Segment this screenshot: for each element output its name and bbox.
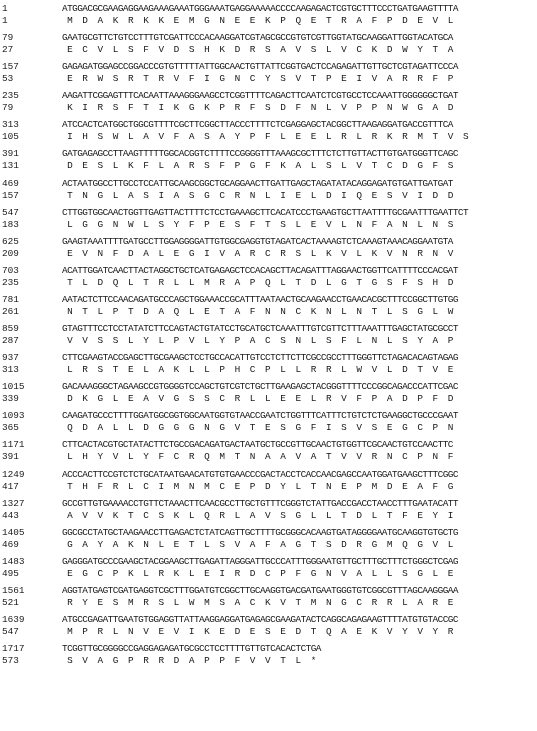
nucleotide-position: 1405 (2, 526, 25, 538)
amino-acid-sequence: S V A G P R R D A P P F V V T L * (62, 655, 316, 667)
nucleotide-sequence: GAGAGATGGAGCCGGACCCGTGTTTTTATTGGCAACTGTTATTCGGTGACTCCAGAGATTGTTGCTCGTAGATTCCCA (62, 61, 458, 73)
nt-row (0, 61, 537, 73)
nucleotide-position: 79 (2, 32, 14, 44)
amino-acid-position: 105 (2, 131, 19, 143)
amino-acid-position: 313 (2, 364, 19, 376)
amino-acid-position: 261 (2, 305, 19, 317)
sequence-block (0, 236, 537, 265)
aa-row (0, 335, 537, 347)
nucleotide-position: 235 (2, 90, 19, 102)
amino-acid-position: 131 (2, 160, 19, 172)
nucleotide-position: 1093 (2, 410, 25, 422)
aa-row (0, 364, 537, 376)
amino-acid-position: 287 (2, 335, 19, 347)
aa-row (0, 277, 537, 289)
nucleotide-sequence: GACAAAGGGCTAGAAGCCGTGGGGTCCAGCTGTCGTCTGCTTGAAGAGCTACGGGTTTTCCCGGCAGACCCATTCGAC (62, 381, 458, 393)
sequence-block (0, 3, 537, 32)
nucleotide-sequence: GCCGTTGTGAAAACCTGTTCTAAACTTCAACGCCTTGCTGTTTCGGGTCTATTGACCGACCTAACCTTTGAATACATT (62, 497, 458, 509)
nucleotide-sequence: ATGGACGCGAAGAGGAAGAAAGAAATGGGAAATGAGGAAAAACCCCAAGAGACTCGTGCTTTCCCTGATGAAGTTTTA (62, 3, 458, 14)
nucleotide-position: 1639 (2, 613, 25, 625)
nucleotide-sequence: CTTCACTACGTGCTATACTTCTGCCGACAGATGACTAATGCTGCCGTTGCAACTGTGGTTCGCAACTGTCCAACTTC (62, 439, 453, 451)
aa-row (0, 73, 537, 85)
sequence-block (0, 381, 537, 410)
amino-acid-sequence: L R S T E L A K L L P H C P L L R R L W V L D T V E (62, 364, 453, 376)
sequence-block (0, 643, 537, 672)
aa-row (0, 481, 537, 493)
aa-row (0, 190, 537, 202)
sequence-block (0, 614, 537, 643)
nt-row (0, 381, 537, 393)
amino-acid-sequence: G A Y A K N L E T L S V A F A G T S D R G M Q G V L (62, 538, 453, 550)
nt-row (0, 352, 537, 364)
nucleotide-sequence: CTTCGAAGTACCGAGCTTGCGAAGCTCCTGCCACATTGTCCTCTTCTTCGCCGCCTTTGGGTTCTAGACACAGTAGAG (62, 352, 458, 364)
aa-row (0, 102, 537, 114)
amino-acid-position: 339 (2, 393, 19, 405)
amino-acid-position: 79 (2, 102, 14, 114)
nucleotide-sequence: ACCCACTTCCGTCTCTGCATAATGAACATGTGTGAACCCGACTACCTCACCAACGAGCCAATGGATGAAGCTTTCGGC (62, 468, 458, 480)
sequence-block (0, 265, 537, 294)
nt-row (0, 32, 537, 44)
nucleotide-sequence: GAATGCGTTCTGTCCTTTGTCGATTCCCACAAGGATCGTAGCGCCGTGTCGTTGGTATGCAAGGATTGGTACATGCA (62, 32, 453, 44)
amino-acid-sequence: N T L P T D A Q L E T A F N N C K N L N T L S G L W (62, 305, 453, 317)
nt-row (0, 236, 537, 248)
nucleotide-position: 1327 (2, 497, 25, 509)
aa-row (0, 248, 537, 260)
nucleotide-position: 547 (2, 206, 19, 218)
amino-acid-sequence: D E S L K F L A R S F P G F K A L S L V T C D G F S (62, 160, 453, 172)
amino-acid-sequence: M P R L N V E V I K E D E S E D T Q A E K V Y V Y R (62, 625, 453, 637)
nucleotide-position: 391 (2, 148, 19, 160)
amino-acid-sequence: E V N F D A L E G I V A R C R S L K V L K V N R N V (62, 247, 453, 259)
nt-row (0, 643, 537, 655)
amino-acid-position: 469 (2, 538, 19, 550)
nt-row (0, 148, 537, 160)
aa-row (0, 393, 537, 405)
sequence-block (0, 410, 537, 439)
nucleotide-sequence: ATCCACTCATGGCTGGCGTTTTCGCTTCGGCTTACCCTTTTCTCGAGGAGCTACGGCTTAAGAGGATGACCGTTTCA (62, 119, 453, 131)
amino-acid-position: 365 (2, 422, 19, 434)
nt-row (0, 469, 537, 481)
amino-acid-sequence: R Y E S M R S L W M S A C K V T M N G C R R L A R E (62, 596, 453, 608)
amino-acid-sequence: T H F R L C I M N M C E P D Y L T N E P M D E A F G (62, 480, 453, 492)
amino-acid-sequence: Q D A L L D G G G N G V T E S G F I S V S E G C P N (62, 422, 453, 434)
amino-acid-position: 521 (2, 596, 19, 608)
nucleotide-position: 937 (2, 352, 19, 364)
sequence-block (0, 61, 537, 90)
amino-acid-sequence: D K G L E A V G S S C R L L E E L R V F P A D P F D (62, 393, 453, 405)
aa-row (0, 131, 537, 143)
amino-acid-sequence: E C V L S F V D S H K D R S A V S L V C K D W Y T A (62, 44, 453, 56)
aa-row (0, 568, 537, 580)
aa-row (0, 219, 537, 231)
amino-acid-sequence: E G C P K L R K L E I R D C P F G N V A L L S G L E (62, 567, 453, 579)
nucleotide-position: 703 (2, 264, 19, 276)
nt-row (0, 294, 537, 306)
aa-row (0, 44, 537, 56)
aa-row (0, 539, 537, 551)
nucleotide-position: 1483 (2, 555, 25, 567)
sequence-block (0, 498, 537, 527)
amino-acid-position: 417 (2, 480, 19, 492)
nucleotide-position: 1717 (2, 643, 25, 655)
nucleotide-sequence: GATGAGAGCCTTAAGTTTTTGGCACGGTCTTTTCCGGGGTTTAAAGCGCTTTCTCTTGTTACTTGTGATGGGTTCAGC (62, 148, 458, 160)
nucleotide-sequence: CAAGATGCCCTTTTGGATGGCGGTGGCAATGGTGTAACCGAATCTGGTTTCATTTCTGTCTCTGAAGGCTGCCCGAAT (62, 410, 458, 422)
nucleotide-position: 781 (2, 293, 19, 305)
sequence-block (0, 352, 537, 381)
nucleotide-sequence: CTTGGTGGCAACTGGTTGAGTTACTTTTCTCCTGAAAGCTTCACATCCCTGAAGTGCTTAATTTTGCGAATTTGAATTCT (62, 206, 469, 218)
amino-acid-sequence: M D A K R K K E M G N E E K P Q E T R A F P D E V L (62, 15, 453, 26)
nucleotide-sequence: GAAGTAAATTTTGATGCCTTGGAGGGGATTGTGGCGAGGTGTAGATCACTAAAAGTCTCAAAGTAAACAGGAATGTA (62, 235, 453, 247)
nt-row (0, 265, 537, 277)
sequence-block (0, 32, 537, 61)
amino-acid-position: 209 (2, 247, 19, 259)
sequence-document (0, 3, 537, 672)
sequence-block (0, 148, 537, 177)
sequence-block (0, 439, 537, 468)
amino-acid-sequence: L H Y V L Y F C R Q M T N A A V A T V V R N C P N F (62, 451, 453, 463)
nucleotide-sequence: AAGATTCGGAGTTTCACAATTAAAGGGAAGCCTCGGTTTTCAGACTTCAATCTCGTGCCTCCAAATTGGGGGGCTGAT (62, 90, 458, 102)
amino-acid-sequence: L G G N W L S Y F P E S F T S L E V L N F A N L N S (62, 218, 453, 230)
nucleotide-position: 1015 (2, 381, 25, 393)
amino-acid-position: 573 (2, 655, 19, 667)
aa-row (0, 160, 537, 172)
nucleotide-sequence: GAGGGATGCCCGAAGCTACGGAAGCTTGAGATTAGGGATTGCCCATTTGGGAATGTTGCTTTGCTTTCTGGGCTCGAG (62, 555, 458, 567)
nt-row (0, 119, 537, 131)
nucleotide-position: 313 (2, 119, 19, 131)
nt-row (0, 207, 537, 219)
amino-acid-position: 443 (2, 509, 19, 521)
sequence-block (0, 119, 537, 148)
nucleotide-sequence: TCGGTTGCGGGGCCGAGGAGAGATGCGCCTCCTTTTGTTGTCACACTCTGA (62, 643, 321, 655)
nucleotide-position: 1171 (2, 439, 25, 451)
amino-acid-position: 391 (2, 451, 19, 463)
nucleotide-sequence: ACTAATGGCCTTGCCTCCATTGCAAGCGGCTGCAGGAACTTGATTGAGCTAGATATACAGGAGATGTGATTGATGAT (62, 177, 453, 189)
amino-acid-sequence: T N G L A S I A S G C R N L I E L D I Q E S V I D D (62, 189, 453, 201)
aa-row (0, 597, 537, 609)
amino-acid-position: 1 (2, 15, 8, 26)
aa-row (0, 655, 537, 667)
sequence-block (0, 178, 537, 207)
nt-row (0, 178, 537, 190)
nt-row (0, 498, 537, 510)
sequence-block (0, 294, 537, 323)
amino-acid-position: 235 (2, 276, 19, 288)
aa-row (0, 306, 537, 318)
sequence-block (0, 469, 537, 498)
nt-row (0, 614, 537, 626)
nucleotide-position: 469 (2, 177, 19, 189)
sequence-block (0, 585, 537, 614)
amino-acid-position: 53 (2, 73, 14, 85)
amino-acid-position: 547 (2, 625, 19, 637)
aa-row (0, 451, 537, 463)
aa-row (0, 15, 537, 27)
nt-row (0, 410, 537, 422)
amino-acid-position: 157 (2, 189, 19, 201)
nt-row (0, 3, 537, 15)
nt-row (0, 585, 537, 597)
amino-acid-sequence: T L D Q L T R L L M R A P Q L T D L G T G S F S H D (62, 276, 453, 288)
nt-row (0, 527, 537, 539)
amino-acid-sequence: A V V K T C S K L Q R L A V S G L L T D L T F E Y I (62, 509, 453, 521)
amino-acid-sequence: I H S W L A V F A S A Y P F L E E L R L R K R M T V S (62, 131, 469, 143)
sequence-block (0, 527, 537, 556)
amino-acid-position: 183 (2, 218, 19, 230)
nt-row (0, 90, 537, 102)
nt-row (0, 439, 537, 451)
nucleotide-sequence: AATACTCTTCCAACAGATGCCCAGCTGGAAACCGCATTTAATAACTGCAAGAACCTGAACACGCTTTCCGGCTTGTGG (62, 293, 458, 305)
nt-row (0, 556, 537, 568)
sequence-block (0, 556, 537, 585)
amino-acid-sequence: V V S S L Y L P V L Y P A C S N L S F L N L S Y A P (62, 335, 453, 347)
amino-acid-position: 27 (2, 44, 14, 56)
aa-row (0, 626, 537, 638)
nucleotide-position: 157 (2, 61, 19, 73)
amino-acid-sequence: E R W S R T R V F I G N C Y S V T P E I V A R R F P (62, 73, 453, 85)
sequence-block (0, 90, 537, 119)
nucleotide-sequence: GGCGCCTATGCTAAGAACCTTGAGACTCTATCAGTTGCTTTTGCGGGCACAAGTGATAGGGGAATGCAAGGTGTGCTG (62, 526, 458, 538)
nucleotide-sequence: ACATTGGATCAACTTACTAGGCTGCTCATGAGAGCTCCACAGCTTACAGATTTAGGAACTGGTTCATTTTCCCACGAT (62, 264, 458, 276)
nucleotide-position: 859 (2, 323, 19, 335)
nucleotide-position: 1 (2, 3, 8, 14)
amino-acid-position: 495 (2, 567, 19, 579)
sequence-block (0, 207, 537, 236)
aa-row (0, 510, 537, 522)
aa-row (0, 422, 537, 434)
nt-row (0, 323, 537, 335)
nucleotide-position: 1249 (2, 468, 25, 480)
amino-acid-sequence: K I R S F T I K G K P R F S D F N L V P P N W G A D (62, 102, 453, 114)
sequence-block (0, 323, 537, 352)
nucleotide-position: 625 (2, 235, 19, 247)
nucleotide-sequence: ATGCCGAGATTGAATGTGGAGGTTATTAAGGAGGATGAGAGCGAAGATACTCAGGCAGAGAAGTTTTATGTGTACCGC (62, 613, 458, 625)
nucleotide-sequence: GTAGTTTCCTCCTATATCTTCCAGTACTGTATCCTGCATGCTCAAATTTGTCGTTCTTTAAATTTGAGCTATGCGCCT (62, 323, 458, 335)
nucleotide-sequence: AGGTATGAGTCGATGAGGTCGCTTTGGATGTCGGCTTGCAAGGTGACGATGAATGGGTGTCGGCGTTTAGCAAGGGAA (62, 584, 458, 596)
nucleotide-position: 1561 (2, 584, 25, 596)
